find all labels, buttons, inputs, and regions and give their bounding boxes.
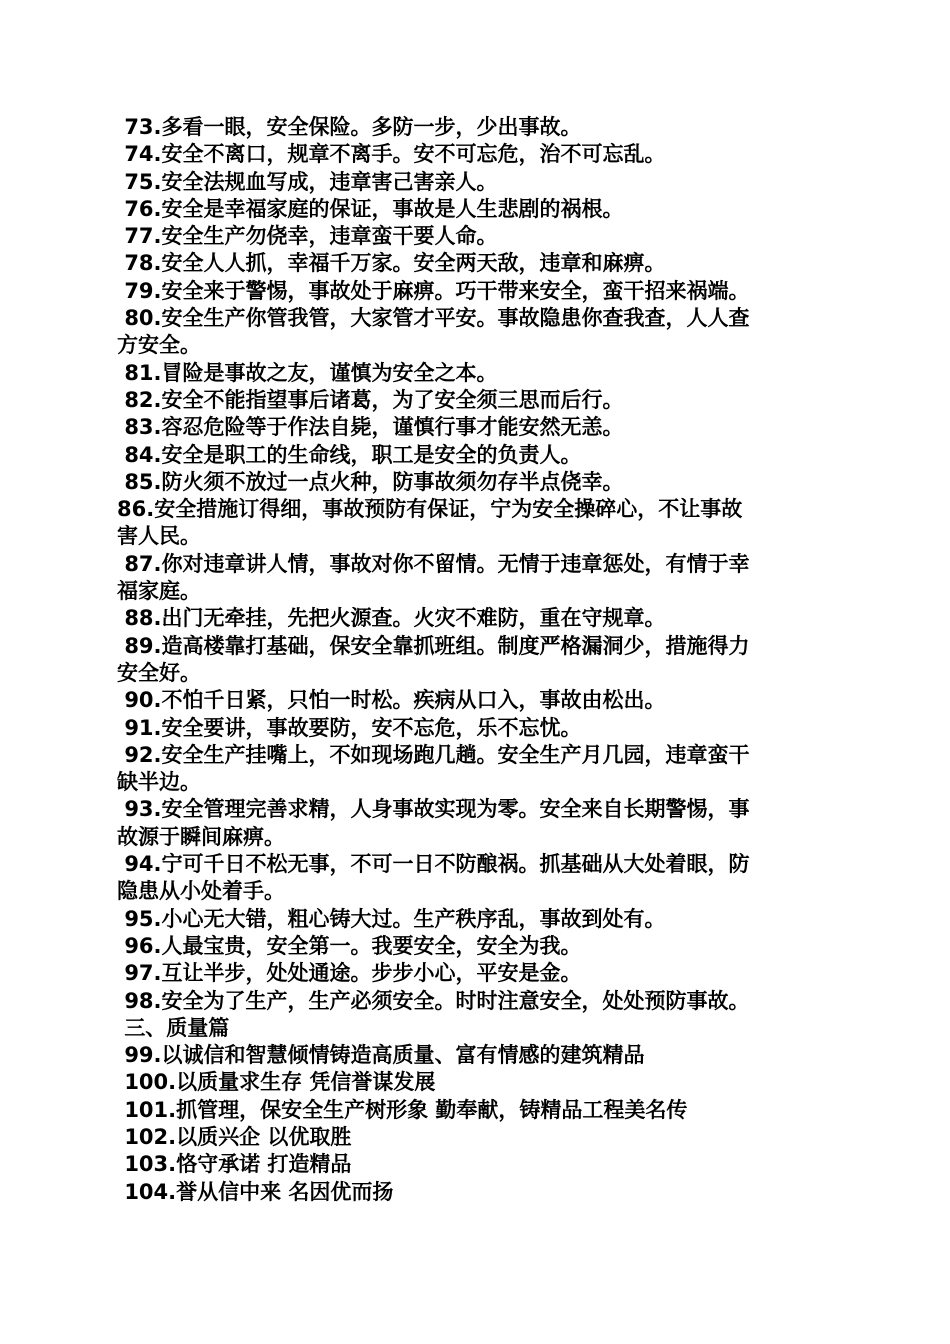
- text-line: 75.安全法规血写成，违章害己害亲人。: [117, 169, 498, 194]
- text-line: 104.誉从信中来 名因优而扬: [117, 1179, 394, 1204]
- text-line: 方安全。: [117, 333, 201, 358]
- text-line: 隐患从小处着手。: [117, 879, 285, 904]
- text-line: 82.安全不能指望事后诸葛，为了安全须三思而后行。: [117, 387, 624, 412]
- text-line: 88.出门无牵挂，先把火源查。火灾不难防，重在守规章。: [117, 606, 666, 631]
- text-line: 80.安全生产你管我管，大家管才平安。事故隐患你查我查，人人查: [117, 306, 750, 331]
- text-line: 故源于瞬间麻痹。: [117, 824, 285, 849]
- text-line: 92.安全生产挂嘴上，不如现场跑几趟。安全生产月几园，违章蛮干: [117, 742, 750, 767]
- section-heading: 三、质量篇: [117, 1015, 230, 1040]
- text-line: 84.安全是职工的生命线，职工是安全的负责人。: [117, 442, 582, 467]
- text-line: 102.以质兴企 以优取胜: [117, 1124, 352, 1149]
- text-line: 90.不怕千日紧，只怕一时松。疾病从口入，事故由松出。: [117, 688, 666, 713]
- text-line: 福家庭。: [117, 579, 201, 604]
- text-line: 缺半边。: [117, 770, 201, 795]
- text-line: 103.恪守承诺 打造精品: [117, 1152, 352, 1177]
- text-line: 89.造高楼靠打基础，保安全靠抓班组。制度严格漏洞少，措施得力: [117, 633, 750, 658]
- text-line: 81.冒险是事故之友，谨慎为安全之本。: [117, 360, 498, 385]
- text-line: 99.以诚信和智慧倾情铸造高质量、富有情感的建筑精品: [117, 1043, 645, 1068]
- text-line: 83.容忍危险等于作法自毙，谨慎行事才能安然无恙。: [117, 415, 624, 440]
- text-line: 95.小心无大错，粗心铸大过。生产秩序乱，事故到处有。: [117, 906, 666, 931]
- document-body: [117, 114, 832, 1206]
- text-line: 96.人最宝贵，安全第一。我要安全，安全为我。: [117, 933, 582, 958]
- text-line: 97.互让半步，处处通途。步步小心，平安是金。: [117, 961, 582, 986]
- text-line: 85.防火须不放过一点火种，防事故须勿存半点侥幸。: [117, 469, 624, 494]
- text-line: 101.抓管理，保安全生产树形象 勤奉献，铸精品工程美名传: [117, 1097, 688, 1122]
- text-line: 94.宁可千日不松无事，不可一日不防酿祸。抓基础从大处着眼，防: [117, 852, 750, 877]
- text-line: 77.安全生产勿侥幸，违章蛮干要人命。: [117, 224, 498, 249]
- text-line: 93.安全管理完善求精，人身事故实现为零。安全来自长期警惕，事: [117, 797, 750, 822]
- text-line: 安全好。: [117, 660, 201, 685]
- text-line: 100.以质量求生存 凭信誉谋发展: [117, 1070, 436, 1095]
- text-line: 98.安全为了生产，生产必须安全。时时注意安全，处处预防事故。: [117, 988, 750, 1013]
- text-line: 76.安全是幸福家庭的保证，事故是人生悲剧的祸根。: [117, 196, 624, 221]
- text-line: 79.安全来于警惕，事故处于麻痹。巧干带来安全，蛮干招来祸端。: [117, 278, 750, 303]
- text-line: 73.多看一眼，安全保险。多防一步，少出事故。: [117, 115, 582, 139]
- text-line: 74.安全不离口，规章不离手。安不可忘危，治不可忘乱。: [117, 142, 666, 167]
- text-line: 78.安全人人抓，幸福千万家。安全两天敌，违章和麻痹。: [117, 251, 666, 276]
- text-line: 91.安全要讲，事故要防，安不忘危，乐不忘忧。: [117, 715, 582, 740]
- text-line: 86.安全措施订得细，事故预防有保证，宁为安全操碎心，不让事故: [117, 497, 743, 522]
- text-line: 87.你对违章讲人情，事故对你不留情。无情于违章惩处，有情于幸: [117, 551, 750, 576]
- text-line: 害人民。: [117, 524, 201, 549]
